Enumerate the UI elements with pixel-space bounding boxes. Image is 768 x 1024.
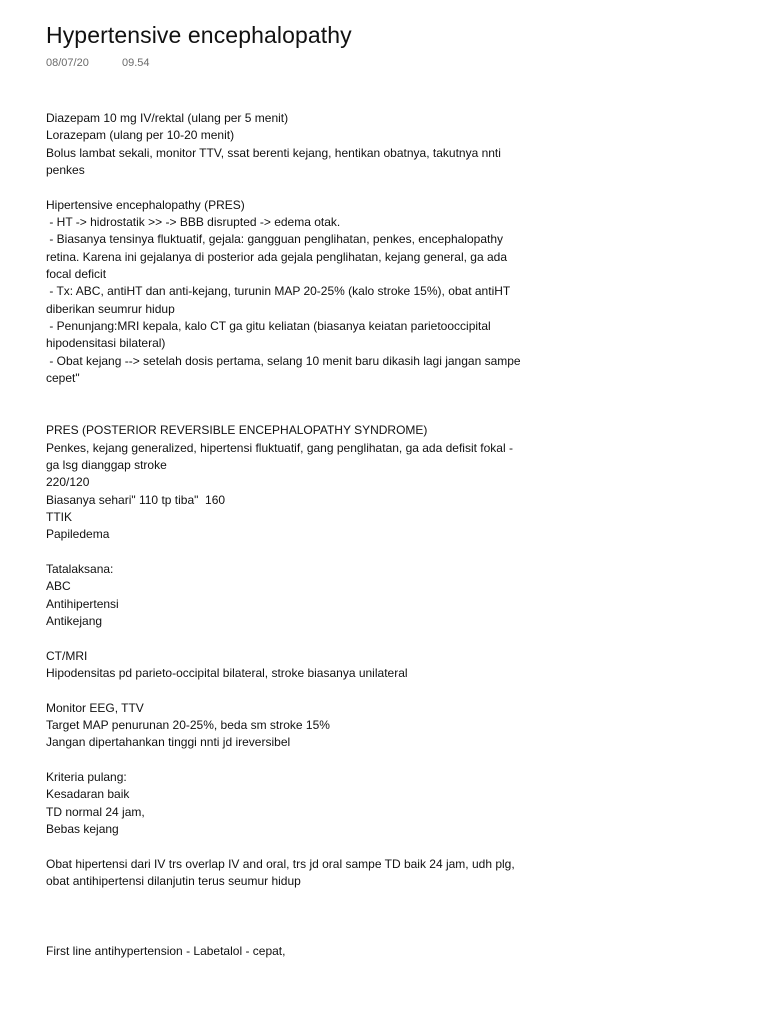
note-line: TD normal 24 jam, <box>46 804 145 819</box>
blank-line <box>46 752 546 769</box>
blank-line <box>46 908 546 925</box>
note-line: Target MAP penurunan 20-25%, beda sm stroke 15% <box>46 718 330 733</box>
note-line: Kesadaran baik <box>46 787 130 802</box>
note-line: ga lsg dianggap stroke <box>46 457 167 472</box>
note-line: retina. Karena ini gejalanya di posterior ada gejala penglihatan, kejang general, ga ada <box>46 249 507 264</box>
blank-line <box>46 890 546 907</box>
note-line: Antihipertensi <box>46 596 119 611</box>
note-line: Antikejang <box>46 613 103 628</box>
blank-line <box>46 838 546 855</box>
note-time: 09.54 <box>122 57 150 69</box>
note-line: CT/MRI <box>46 648 88 663</box>
note-line: Diazepam 10 mg IV/rektal (ulang per 5 menit) <box>46 111 289 125</box>
note-line: TTIK <box>46 509 72 524</box>
note-line: diberikan seumrur hidup <box>46 301 175 316</box>
note-line: - Biasanya tensinya fluktuatif, gejala: gangguan penglihatan, penkes, encephalopathy <box>46 232 503 247</box>
note-line: Bolus lambat sekali, monitor TTV, ssat berenti kejang, hentikan obatnya, takutnya nnti <box>46 145 501 160</box>
note-line: Kriteria pulang: <box>46 770 127 785</box>
note-line: penkes <box>46 163 85 178</box>
blank-line <box>46 682 546 699</box>
note-title: Hypertensive encephalopathy <box>46 22 352 48</box>
blank-line <box>46 544 546 561</box>
note-line: Hipodensitas pd parieto-occipital bilateral, stroke biasanya unilateral <box>46 666 408 680</box>
note-line: PRES (POSTERIOR REVERSIBLE ENCEPHALOPATHY SYNDROME) <box>46 423 428 438</box>
note-line: First line antihypertension - Labetalol - cepat, <box>46 943 286 958</box>
note-line: Papiledema <box>46 527 110 542</box>
note-line: Jangan dipertahankan tinggi nnti jd ireversibel <box>46 735 291 750</box>
note-line: Lorazepam (ulang per 10-20 menit) <box>46 128 235 143</box>
note-line: - Obat kejang --> setelah dosis pertama, selang 10 menit baru dikasih lagi jangan sampe <box>46 353 521 368</box>
note-date: 08/07/20 <box>46 57 89 69</box>
note-line: Obat hipertensi dari IV trs overlap IV and oral, trs jd oral sampe TD baik 24 jam, udh plg, <box>46 856 515 871</box>
note-line: Penkes, kejang generalized, hipertensi fluktuatif, gang penglihatan, ga ada defisit fokal - <box>46 440 513 455</box>
note-line: - HT -> hidrostatik >> -> BBB disrupted -> edema otak. <box>46 215 341 230</box>
blank-line <box>46 630 546 647</box>
blank-line <box>46 179 546 196</box>
note-page <box>46 20 546 960</box>
note-line: - Tx: ABC, antiHT dan anti-kejang, turunin MAP 20-25% (kalo stroke 15%), obat antiHT <box>46 284 511 299</box>
note-line: Monitor EEG, TTV <box>46 700 144 715</box>
note-line: Hipertensive encephalopathy (PRES) <box>46 197 245 212</box>
note-meta <box>46 56 546 70</box>
note-line: 220/120 <box>46 475 90 490</box>
blank-line <box>46 388 546 405</box>
blank-line <box>46 925 546 942</box>
note-line: cepet" <box>46 371 80 386</box>
note-line: ABC <box>46 579 71 594</box>
note-line: - Penunjang:MRI kepala, kalo CT ga gitu keliatan (biasanya keiatan parietooccipital <box>46 319 491 334</box>
note-line: obat antihipertensi dilanjutin terus seumur hidup <box>46 874 301 889</box>
note-line: Tatalaksana: <box>46 561 114 576</box>
note-line: hipodensitasi bilateral) <box>46 336 166 351</box>
note-line: focal deficit <box>46 267 107 282</box>
note-body <box>46 110 546 960</box>
blank-line <box>46 405 546 422</box>
note-line: Biasanya sehari" 110 tp tiba" 160 <box>46 492 226 507</box>
note-line: Bebas kejang <box>46 822 119 837</box>
